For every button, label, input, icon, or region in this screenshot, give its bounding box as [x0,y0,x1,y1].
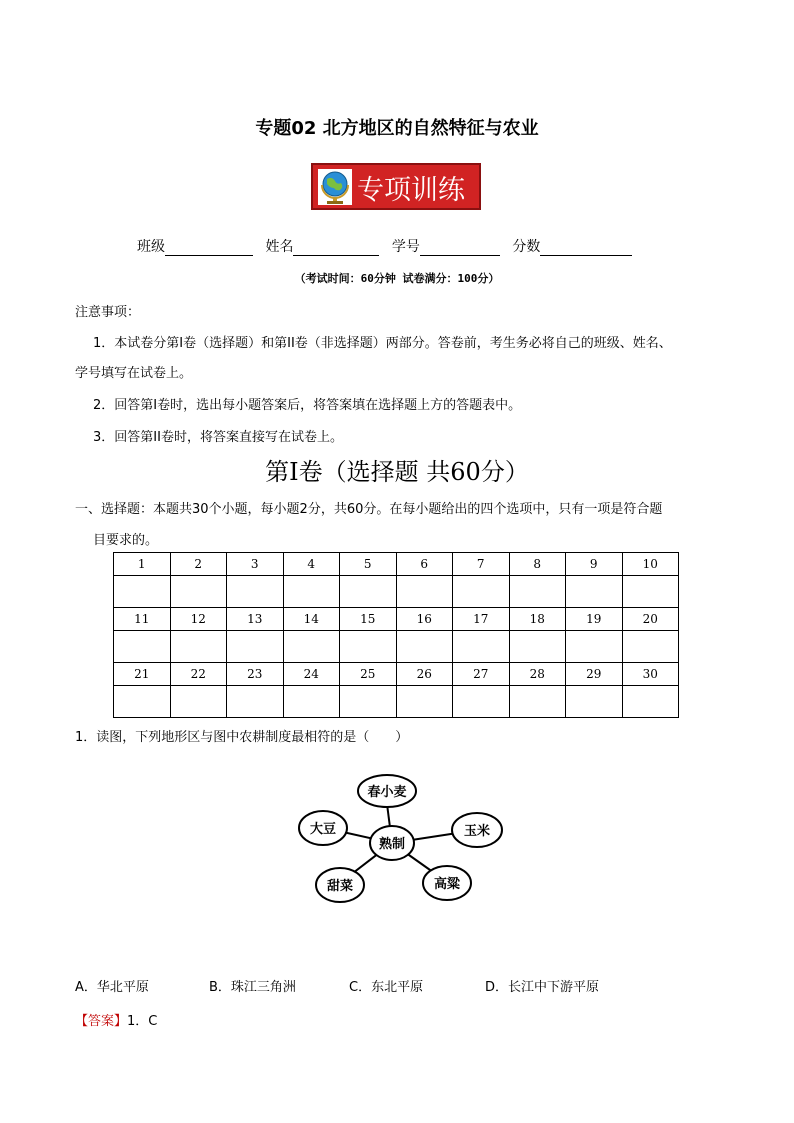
grid-number-cell: 20 [622,608,679,631]
node-sugar-beet-label: 甜菜 [326,879,354,894]
grid-answer-row [114,686,679,718]
answer-tag: 【答案】 [75,1014,128,1029]
document-title: 专题02 北方地区的自然特征与农业 [255,118,539,139]
student-id-field [392,236,500,256]
question-1-stem: 1．读图，下列地形区与图中农耕制度最相符的是（ ） [75,730,409,745]
grid-number-cell: 16 [396,608,453,631]
name-label: 姓名 [265,239,294,255]
banner-label: 专项训练 [357,175,465,206]
note-item-2: 2．回答第I卷时，选出每小题答案后，将答案填在选择题上方的答题表中。 [93,398,522,413]
question-intro-line2: 目要求的。 [93,533,159,548]
student-id-blank[interactable] [420,241,500,256]
grid-number-cell: 29 [566,663,623,686]
node-soybean-label: 大豆 [309,822,337,837]
grid-number-cell: 17 [453,608,510,631]
answer-cell[interactable] [566,686,623,718]
answer-cell[interactable] [114,576,171,608]
grid-number-cell: 5 [340,553,397,576]
answer-cell[interactable] [622,631,679,663]
grid-number-cell: 19 [566,608,623,631]
section-title: 第I卷（选择题 共60分） [265,458,529,486]
grid-number-row [114,608,679,631]
grid-number-cell: 10 [622,553,679,576]
score-label: 分数 [512,239,541,255]
answer-cell[interactable] [453,686,510,718]
option-c[interactable]: C．东北平原 [349,980,424,995]
grid-number-cell: 28 [509,663,566,686]
grid-number-cell: 15 [340,608,397,631]
class-blank[interactable] [165,241,253,256]
answer-cell[interactable] [114,631,171,663]
notes-heading: 注意事项： [75,305,141,320]
node-spring-wheat-label: 春小麦 [367,785,407,800]
score-blank[interactable] [540,241,632,256]
grid-number-cell: 30 [622,663,679,686]
grid-number-cell: 8 [509,553,566,576]
answer-cell[interactable] [227,631,284,663]
answer-cell[interactable] [170,631,227,663]
grid-number-cell: 11 [114,608,171,631]
node-corn-label: 玉米 [463,824,491,839]
note-item-3: 3．回答第II卷时，将答案直接写在试卷上。 [93,430,343,445]
answer-cell[interactable] [509,686,566,718]
name-blank[interactable] [293,241,379,256]
grid-number-cell: 14 [283,608,340,631]
answer-cell[interactable] [622,686,679,718]
grid-number-cell: 26 [396,663,453,686]
answer-cell[interactable] [340,576,397,608]
answer-cell[interactable] [283,686,340,718]
grid-number-cell: 7 [453,553,510,576]
grid-number-cell: 24 [283,663,340,686]
grid-number-cell: 25 [340,663,397,686]
grid-number-cell: 23 [227,663,284,686]
grid-number-cell: 2 [170,553,227,576]
answer-cell[interactable] [283,576,340,608]
answer-cell[interactable] [227,686,284,718]
answer-cell[interactable] [283,631,340,663]
grid-number-cell: 6 [396,553,453,576]
score-field [512,236,632,256]
answer-value: 1．C [127,1014,158,1029]
name-field [265,236,379,256]
answer-cell[interactable] [509,576,566,608]
crop-rotation-diagram [295,770,510,910]
answer-cell[interactable] [453,631,510,663]
grid-number-cell: 18 [509,608,566,631]
grid-number-cell: 1 [114,553,171,576]
grid-number-cell: 12 [170,608,227,631]
grid-number-cell: 22 [170,663,227,686]
answer-cell[interactable] [566,631,623,663]
answer-cell[interactable] [566,576,623,608]
answer-cell[interactable] [227,576,284,608]
answer-cell[interactable] [114,686,171,718]
grid-number-cell: 3 [227,553,284,576]
center-node-label: 熟制 [378,837,406,852]
exam-info: （考试时间：60分钟 试卷满分：100分） [294,272,500,285]
answer-cell[interactable] [340,686,397,718]
grid-number-cell: 27 [453,663,510,686]
grid-answer-row [114,631,679,663]
student-id-label: 学号 [391,239,420,255]
answer-line [75,1010,157,1029]
grid-number-row [114,553,679,576]
grid-number-cell: 4 [283,553,340,576]
note-item-1-cont: 学号填写在试卷上。 [75,366,193,381]
question-intro-line1: 一、选择题：本题共30个小题，每小题2分，共60分。在每小题给出的四个选项中，只有一项是符合题 [75,502,663,517]
student-info-fields [137,236,640,256]
answer-cell[interactable] [170,686,227,718]
grid-number-row [114,663,679,686]
answer-cell[interactable] [396,576,453,608]
globe-icon [318,169,352,205]
grid-number-cell: 21 [114,663,171,686]
option-b[interactable]: B．珠江三角洲 [209,980,296,995]
class-field [137,236,253,256]
answer-cell[interactable] [453,576,510,608]
grid-number-cell: 9 [566,553,623,576]
answer-cell[interactable] [170,576,227,608]
answer-cell[interactable] [340,631,397,663]
special-training-banner [311,163,481,210]
answer-cell[interactable] [396,686,453,718]
answer-cell[interactable] [509,631,566,663]
option-d[interactable]: D．长江中下游平原 [485,980,600,995]
answer-cell[interactable] [396,631,453,663]
note-item-1: 1．本试卷分第I卷（选择题）和第II卷（非选择题）两部分。答卷前，考生务必将自己的班级、姓名、 [93,336,672,351]
answer-cell[interactable] [622,576,679,608]
grid-answer-row [114,576,679,608]
grid-number-cell: 13 [227,608,284,631]
option-a[interactable]: A．华北平原 [75,980,149,995]
class-label: 班级 [137,239,165,255]
node-sorghum-label: 高粱 [433,877,461,892]
answer-grid [113,552,679,718]
